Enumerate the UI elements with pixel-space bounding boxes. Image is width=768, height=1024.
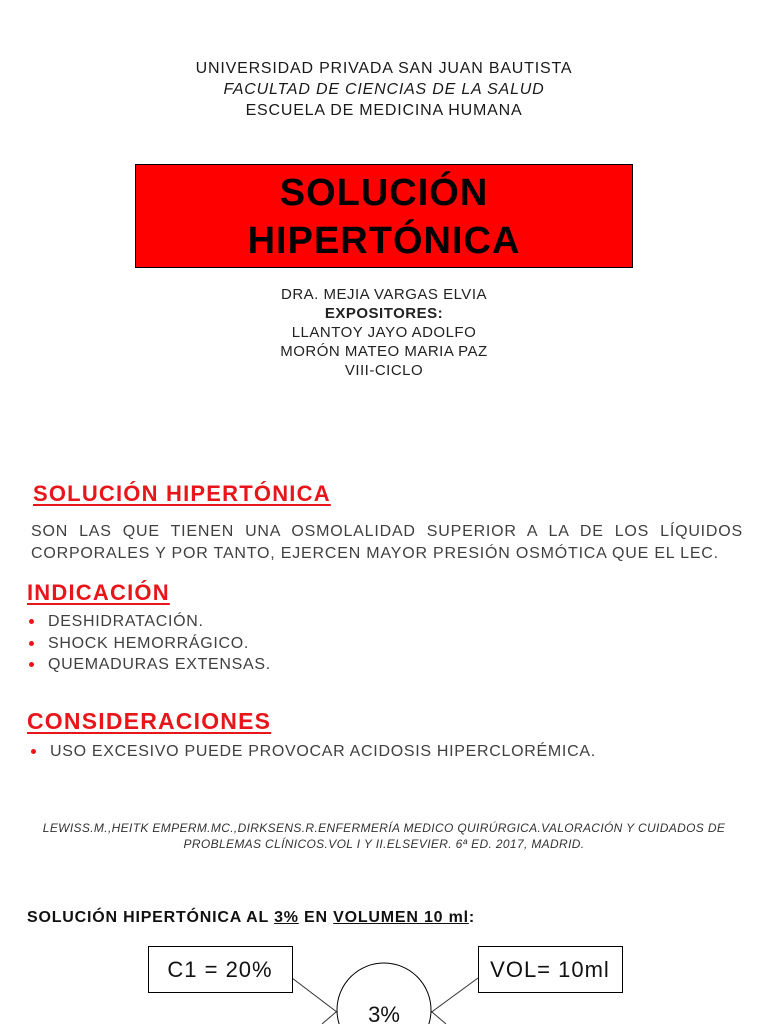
presenter-name: MORÓN MATEO MARIA PAZ xyxy=(280,343,488,360)
exercise-suffix: : xyxy=(468,909,476,926)
list-item xyxy=(0,741,768,763)
faculty-name: FACULTAD DE CIENCIAS DE LA SALUD xyxy=(223,81,545,98)
bullet-icon xyxy=(31,749,36,754)
bullet-icon xyxy=(29,641,34,646)
list-item xyxy=(0,654,768,676)
dilution-diagram xyxy=(0,940,768,1024)
list-item-text: USO EXCESIVO PUEDE PROVOCAR ACIDOSIS HIPERCLORÉMICA. xyxy=(50,743,596,760)
exercise-prefix: SOLUCIÓN HIPERTÓNICA AL xyxy=(27,909,275,926)
volume-box-label: VOL= 10ml xyxy=(490,957,610,982)
concentration-value: 3% xyxy=(274,909,299,926)
definition-text: SON LAS QUE TIENEN UNA OSMOLALIDAD SUPERIOR A LA DE LOS LÍQUIDOS CORPORALES Y POR TANTO, EJERCEN MAYOR PRESIÓN OSMÓTICA QUE EL LEC. xyxy=(31,523,743,562)
bullet-icon xyxy=(29,662,34,667)
list-item-text: DESHIDRATACIÓN. xyxy=(48,613,204,630)
volume-value: VOLUMEN 10 ml xyxy=(333,909,469,926)
list-item xyxy=(0,633,768,655)
indication-heading: INDICACIÓN xyxy=(27,580,170,605)
title-line-2: HIPERTÓNICA xyxy=(247,220,521,262)
school-name: ESCUELA DE MEDICINA HUMANA xyxy=(245,102,523,119)
university-name: UNIVERSIDAD PRIVADA SAN JUAN BAUTISTA xyxy=(195,60,573,77)
list-item-text: QUEMADURAS EXTENSAS. xyxy=(48,656,271,673)
list-item-text: SHOCK HEMORRÁGICO. xyxy=(48,635,250,652)
credits xyxy=(0,285,768,380)
reference-citation-line-2: PROBLEMAS CLÍNICOS.VOL I Y II.ELSEVIER. 6ª ED. 2017, MADRID. xyxy=(183,837,585,851)
target-concentration-label: 3% xyxy=(368,1002,400,1024)
presenter-name: LLANTOY JAYO ADOLFO xyxy=(291,324,477,341)
exercise-middle: EN xyxy=(298,909,334,926)
title-line-1: SOLUCIÓN xyxy=(279,172,489,214)
dilution-diagram-svg xyxy=(0,940,768,1024)
list-item xyxy=(0,611,768,633)
definition-heading: SOLUCIÓN HIPERTÓNICA xyxy=(33,481,331,506)
bullet-icon xyxy=(29,619,34,624)
exercise-title xyxy=(27,908,475,928)
cycle-label: VIII-CICLO xyxy=(344,362,424,379)
considerations-heading: CONSIDERACIONES xyxy=(27,708,272,734)
title-box xyxy=(135,164,633,268)
teacher-name: DRA. MEJIA VARGAS ELVIA xyxy=(280,286,487,303)
presenters-label: EXPOSITORES: xyxy=(324,305,444,322)
reference-citation-line-1: LEWISS.M.,HEITK EMPERM.MC.,DIRKSENS.R.ENFERMERÍA MEDICO QUIRÚRGICA.VALORACIÓN Y CUIDADOS DE xyxy=(42,821,726,835)
stock-concentration-label: C1 = 20% xyxy=(167,957,273,982)
